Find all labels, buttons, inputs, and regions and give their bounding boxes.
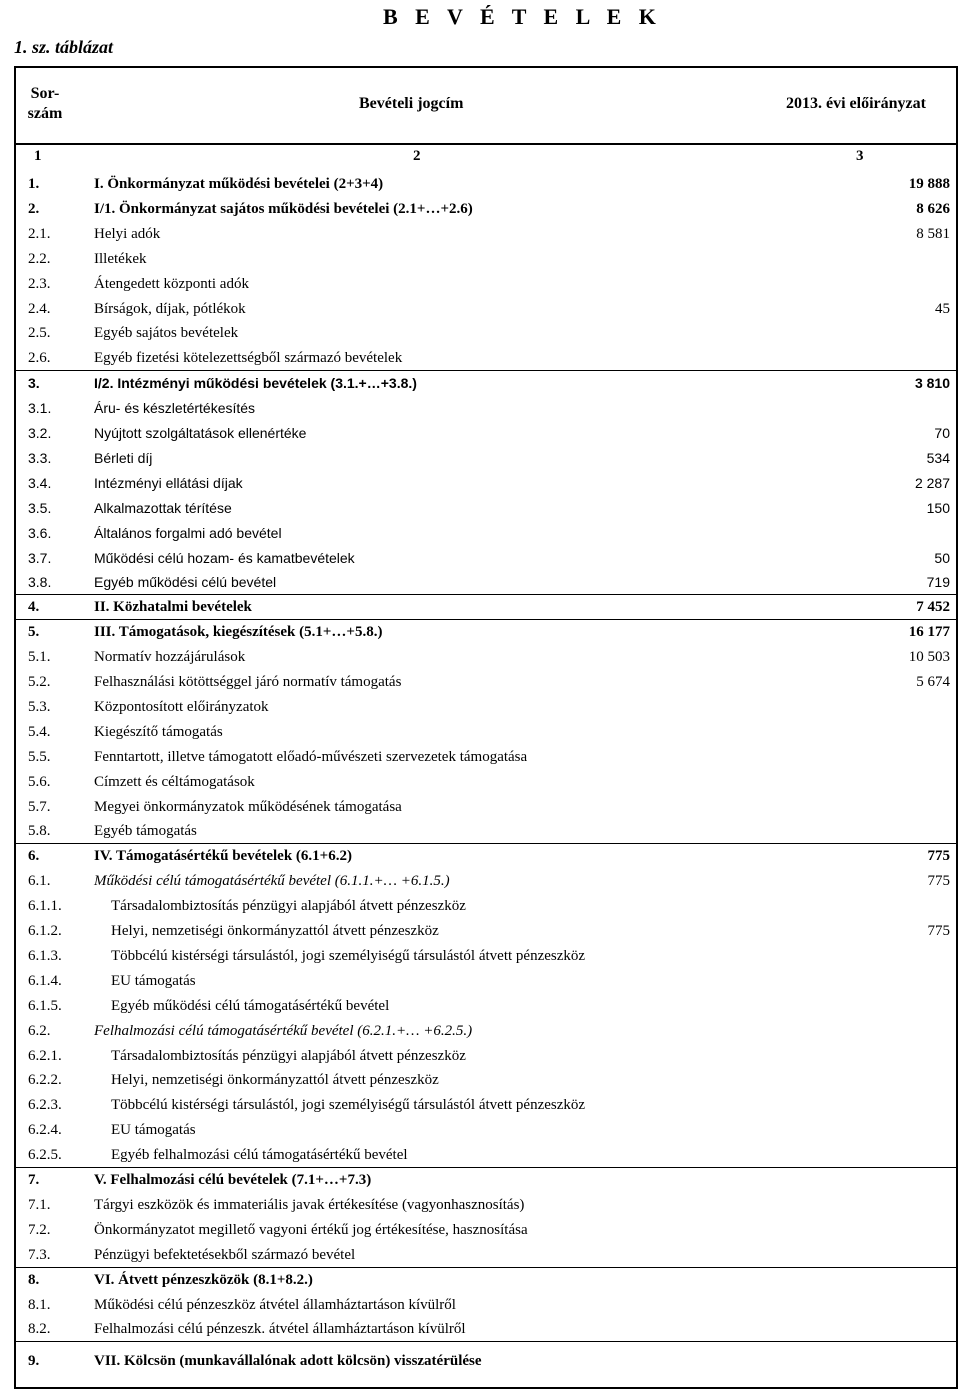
row-code: 3.	[28, 375, 40, 392]
table-row	[16, 1118, 956, 1143]
row-code: 6.1.	[28, 873, 51, 890]
row-code: 3.3.	[28, 449, 52, 466]
row-code: 6.2.1.	[28, 1047, 62, 1064]
row-label: I. Önkormányzat működési bevételei (2+3+4)	[94, 176, 384, 192]
row-label: Helyi, nemzetiségi önkormányzattól átvett pénzeszköz	[111, 1072, 439, 1089]
row-label: III. Támogatások, kiegészítések (5.1+…+5.8.)	[94, 624, 383, 641]
table-row	[16, 1349, 956, 1374]
table-row	[16, 1093, 956, 1118]
row-code: 6.1.2.	[28, 923, 62, 939]
page-title: B E V É T E L E K	[383, 4, 662, 29]
row-code: 5.3.	[28, 698, 51, 715]
row-code: 9.	[28, 1353, 40, 1370]
row-value: 50	[934, 549, 950, 566]
row-code: 3.4.	[28, 474, 52, 491]
table-row	[16, 1044, 956, 1069]
row-value: 8 626	[916, 200, 950, 217]
table-row	[16, 371, 956, 396]
table-row	[16, 172, 956, 197]
row-code: 2.6.	[28, 350, 51, 367]
table-row	[16, 720, 956, 745]
table-row	[16, 944, 956, 969]
table-row	[16, 471, 956, 496]
row-value: 775	[927, 923, 950, 939]
row-label: Intézményi ellátási díjak	[94, 474, 243, 491]
table-row	[16, 1019, 956, 1044]
row-code: 5.5.	[28, 748, 51, 765]
row-code: 6.2.4.	[28, 1122, 62, 1139]
row-code: 2.5.	[28, 325, 51, 342]
row-label: I/2. Intézményi működési bevételek (3.1.+…+3.8.)	[94, 375, 417, 392]
table-row	[16, 396, 956, 421]
table-row	[16, 570, 956, 595]
table-label: 1. sz. táblázat	[14, 37, 114, 57]
table-row	[16, 994, 956, 1019]
row-label: Többcélú kistérségi társulástól, jogi személyiségű társulástól átvett pénzeszköz	[111, 947, 586, 964]
row-code: 6.2.5.	[28, 1147, 62, 1164]
row-label: I/1. Önkormányzat sajátos működési bevételei (2.1+…+2.6)	[94, 200, 473, 217]
header-divider	[16, 143, 956, 145]
table-row	[16, 546, 956, 571]
row-label: Társadalombiztosítás pénzügyi alapjából átvett pénzeszköz	[111, 898, 466, 915]
row-code: 6.1.1.	[28, 898, 62, 915]
row-value: 3 810	[914, 375, 950, 392]
table-row	[16, 521, 956, 546]
column-number-2: 2	[413, 148, 421, 164]
table-row	[16, 919, 956, 944]
table-row	[16, 645, 956, 670]
row-label: Többcélú kistérségi társulástól, jogi személyiségű társulástól átvett pénzeszköz	[111, 1097, 586, 1114]
row-code: 6.1.3.	[28, 947, 62, 964]
row-label: Normatív hozzájárulások	[94, 649, 246, 666]
row-code: 2.4.	[28, 300, 51, 317]
row-label: Bérleti díj	[94, 449, 153, 466]
row-label: Egyéb fizetési kötelezettségből származó bevételek	[94, 350, 403, 367]
row-value: 775	[927, 848, 950, 865]
row-code: 8.	[28, 1271, 40, 1288]
row-code: 2.1.	[28, 225, 51, 242]
row-label: Helyi adók	[94, 225, 161, 242]
row-code: 7.1.	[28, 1196, 51, 1213]
table-row	[16, 1168, 956, 1193]
row-value: 5 674	[916, 674, 950, 690]
table-row	[16, 1068, 956, 1093]
table-row	[16, 770, 956, 795]
row-label: Nyújtott szolgáltatások ellenértéke	[94, 425, 307, 441]
row-label: V. Felhalmozási célú bevételek (7.1+…+7.3)	[94, 1172, 372, 1188]
row-label: Egyéb működési célú támogatásértékű bevétel	[111, 997, 390, 1014]
row-value: 8 581	[916, 225, 950, 242]
row-label: VI. Átvett pénzeszközök (8.1+8.2.)	[94, 1271, 313, 1288]
row-code: 2.	[28, 200, 40, 217]
row-code: 3.1.	[28, 400, 52, 417]
revenue-table	[14, 66, 958, 1389]
row-value: 775	[927, 873, 950, 890]
row-label: Egyéb sajátos bevételek	[94, 325, 239, 342]
row-label: EU támogatás	[111, 1122, 196, 1139]
row-value: 534	[926, 449, 950, 466]
row-label: Egyéb működési célú bevétel	[94, 574, 277, 591]
row-code: 5.7.	[28, 798, 51, 815]
table-row	[16, 1293, 956, 1318]
row-value: 2 287	[914, 474, 950, 491]
row-label: Felhasználási kötöttséggel járó normatív támogatás	[94, 674, 402, 690]
row-code: 4.	[28, 599, 40, 616]
row-label: EU támogatás	[111, 972, 196, 989]
row-code: 6.2.	[28, 1022, 51, 1039]
row-label: Központosított előirányzatok	[94, 698, 269, 715]
row-label: Felhalmozási célú pénzeszk. átvétel államháztartáson kívülről	[94, 1321, 466, 1338]
table-row	[16, 421, 956, 446]
table-row	[16, 969, 956, 994]
table-row	[16, 247, 956, 272]
table-row	[16, 1268, 956, 1293]
row-code: 7.2.	[28, 1221, 51, 1238]
row-label: Társadalombiztosítás pénzügyi alapjából átvett pénzeszköz	[111, 1047, 466, 1064]
table-row	[16, 595, 956, 620]
table-row	[16, 297, 956, 322]
row-value: 150	[926, 499, 950, 516]
row-value: 719	[926, 574, 950, 591]
table-row	[16, 844, 956, 869]
row-label: II. Közhatalmi bevételek	[94, 599, 252, 616]
row-label: Áru- és készletértékesítés	[94, 400, 256, 417]
row-label: Bírságok, díjak, pótlékok	[94, 300, 246, 317]
table-row	[16, 819, 956, 844]
row-value: 70	[934, 425, 950, 441]
table-row	[16, 346, 956, 371]
row-code: 3.7.	[28, 549, 52, 566]
row-code: 6.2.3.	[28, 1097, 62, 1114]
table-row	[16, 670, 956, 695]
row-code: 3.6.	[28, 524, 52, 541]
column-number-1: 1	[34, 148, 42, 164]
row-label: Önkormányzatot megillető vagyoni értékű jog értékesítése, hasznosítása	[94, 1221, 528, 1238]
table-row	[16, 620, 956, 645]
row-code: 1.	[28, 176, 40, 192]
row-label: Pénzügyi befektetésekből származó bevétel	[94, 1246, 356, 1263]
row-code: 7.3.	[28, 1246, 51, 1263]
table-row	[16, 1243, 956, 1268]
header-eloiranyzat: 2013. évi előirányzat	[786, 95, 926, 112]
row-code: 6.1.4.	[28, 972, 62, 989]
row-label: Kiegészítő támogatás	[94, 723, 223, 740]
row-code: 5.6.	[28, 773, 51, 790]
row-label: Működési célú hozam- és kamatbevételek	[94, 549, 355, 566]
row-code: 6.1.5.	[28, 997, 62, 1014]
row-value: 45	[935, 300, 950, 317]
row-code: 3.5.	[28, 499, 52, 516]
table-row	[16, 695, 956, 720]
table-row	[16, 869, 956, 894]
row-code: 5.2.	[28, 674, 51, 690]
row-code: 5.8.	[28, 823, 51, 840]
row-label: Alkalmazottak térítése	[94, 499, 232, 516]
table-row	[16, 446, 956, 471]
table-row	[16, 1218, 956, 1243]
row-label: Helyi, nemzetiségi önkormányzattól átvett pénzeszköz	[111, 923, 439, 939]
row-label: Címzett és céltámogatások	[94, 773, 255, 790]
row-value: 7 452	[916, 599, 950, 616]
row-label: Felhalmozási célú támogatásértékű bevétel (6.2.1.+… +6.2.5.)	[94, 1022, 473, 1039]
row-code: 8.2.	[28, 1321, 51, 1338]
table-row	[16, 197, 956, 222]
row-code: 6.	[28, 848, 40, 865]
row-label: Általános forgalmi adó bevétel	[94, 524, 282, 541]
row-code: 3.8.	[28, 574, 52, 591]
table-row	[16, 1317, 956, 1342]
row-code: 5.1.	[28, 649, 51, 666]
header-sorszam: Sor- szám	[27, 85, 63, 122]
table-row	[16, 894, 956, 919]
row-label: Fenntartott, illetve támogatott előadó-művészeti szervezetek támogatása	[94, 748, 528, 765]
row-code: 8.1.	[28, 1296, 51, 1313]
row-code: 2.3.	[28, 275, 51, 292]
row-label: IV. Támogatásértékű bevételek (6.1+6.2)	[94, 848, 352, 865]
table-row	[16, 745, 956, 770]
row-code: 6.2.2.	[28, 1072, 62, 1089]
table-row	[16, 1143, 956, 1168]
row-code: 5.	[28, 624, 40, 641]
row-code: 7.	[28, 1172, 40, 1188]
row-code: 5.4.	[28, 723, 51, 740]
table-row	[16, 222, 956, 247]
row-label: Átengedett központi adók	[94, 275, 249, 292]
row-label: Illetékek	[94, 250, 147, 267]
table-row	[16, 496, 956, 521]
table-row	[16, 272, 956, 297]
row-separator	[16, 1341, 956, 1342]
table-row	[16, 321, 956, 346]
row-code: 3.2.	[28, 425, 52, 441]
row-label: Egyéb támogatás	[94, 823, 197, 840]
row-label: Működési célú pénzeszköz átvétel államháztartáson kívülről	[94, 1296, 456, 1313]
table-row	[16, 1193, 956, 1218]
row-label: Tárgyi eszközök és immateriális javak értékesítése (vagyonhasznosítás)	[94, 1196, 525, 1213]
row-value: 19 888	[908, 176, 950, 192]
row-code: 2.2.	[28, 250, 51, 267]
row-label: Egyéb felhalmozási célú támogatásértékű bevétel	[111, 1147, 408, 1164]
table-row	[16, 795, 956, 820]
row-label: VII. Kölcsön (munkavállalónak adott kölcsön) visszatérülése	[94, 1353, 482, 1370]
row-value: 16 177	[908, 624, 950, 641]
row-value: 10 503	[908, 649, 950, 666]
row-label: Megyei önkormányzatok működésének támogatása	[94, 798, 402, 815]
column-number-3: 3	[856, 148, 864, 164]
header-jogcim: Bevételi jogcím	[359, 95, 464, 112]
row-label: Működési célú támogatásértékű bevétel (6.1.1.+… +6.1.5.)	[94, 873, 450, 890]
